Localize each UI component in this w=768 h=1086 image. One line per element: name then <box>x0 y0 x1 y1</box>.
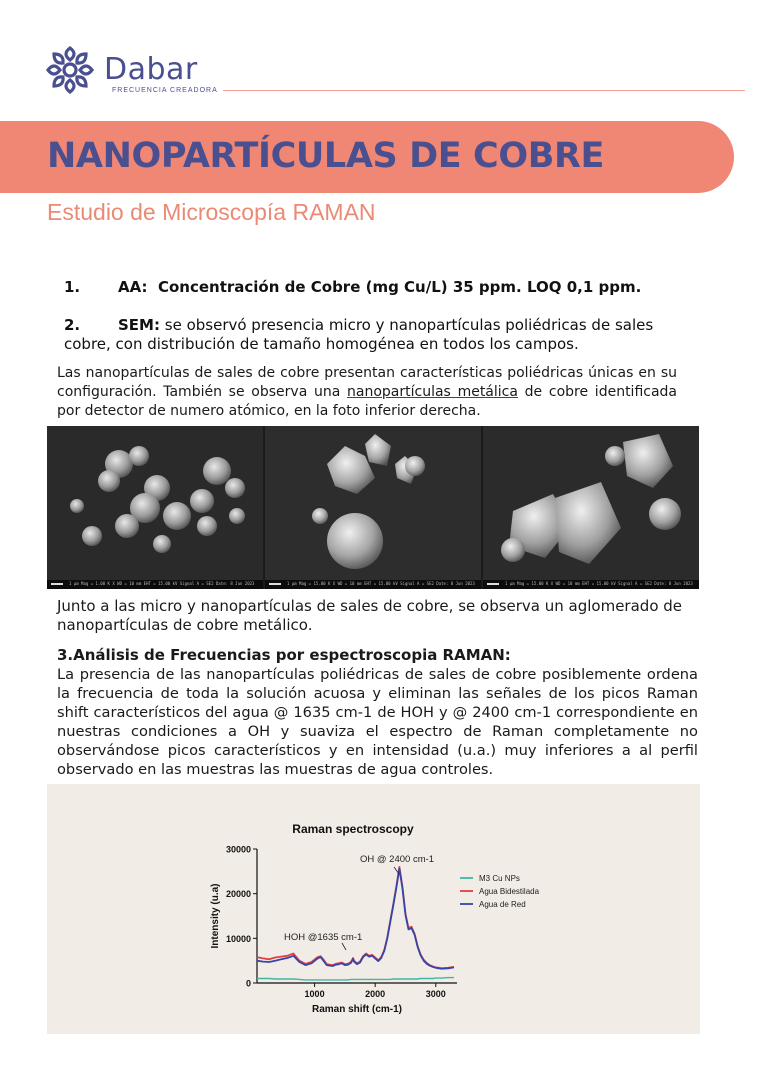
sem-caption: 1 µm Mag = 15.00 K X WD = 10 mm EHT = 15.00 kV Signal A = SE2 Date: 8 Jun 2023 <box>287 581 475 586</box>
annotation-hoh: HOH @1635 cm-1 <box>284 932 363 943</box>
y-tick-label: 10000 <box>225 933 251 944</box>
chart-title: Raman spectroscopy <box>292 822 414 836</box>
raman-chart-svg <box>47 784 700 1034</box>
page-subtitle: Estudio de Microscopía RAMAN <box>47 199 376 225</box>
list-item-aa <box>64 278 641 297</box>
sem-caption: 1 µm Mag = 15.00 K X WD = 10 mm EHT = 15.00 kV Signal A = SE2 Date: 8 Jun 2023 <box>505 581 693 586</box>
sem-scale-bar <box>483 580 699 589</box>
y-tick-label: 20000 <box>225 889 251 900</box>
paragraph-text: Las nanopartículas de sales de cobre presentan características poliédricas únicas en su configuración. También se observa una <box>57 365 677 400</box>
list-item-label: SEM: <box>118 316 160 334</box>
legend-label: Agua Bidestilada <box>479 887 540 896</box>
chart-x-label: Raman shift (cm-1) <box>311 1004 403 1015</box>
sem-scale-bar <box>265 580 481 589</box>
x-tick-label: 3000 <box>425 989 446 999</box>
y-tick-label: 0 <box>245 978 251 989</box>
underlined-text: nanopartículas metálica <box>347 384 518 400</box>
raman-paragraph: La presencia de las nanopartículas poliédricas de sales de cobre posiblemente ordena la frecuencia de toda la solución acuosa y eliminan las señales de los picos Raman shift característicos del agua @ 1635 cm-1 de HOH y @ 2400 cm-1 correspondiente en nuestras condiciones a OH y suaviza el espectro de Raman completamente no observándose picos característicos y en intensidad (u.a.) muy inferiores a al perfil observado en las muestras las muestras de agua controles. <box>57 666 698 778</box>
list-item-label: AA: <box>118 278 148 296</box>
agglomerate-paragraph: Junto a las micro y nanopartículas de sales de cobre, se observa un aglomerado de nanopartículas de cobre metálico. <box>57 597 683 634</box>
annotation-oh: OH @ 2400 cm-1 <box>360 854 435 865</box>
sem-image-strip <box>47 426 699 589</box>
sem-caption: 1 µm Mag = 1.00 K X WD = 10 mm EHT = 15.00 kV Signal A = SE2 Date: 8 Jun 2023 <box>69 581 255 586</box>
list-item-sem <box>64 316 674 354</box>
brand-name: Dabar <box>104 52 198 87</box>
x-tick-label: 2000 <box>365 989 386 999</box>
sem-description-paragraph <box>57 364 677 421</box>
series-line-agua-de-red <box>257 869 454 969</box>
list-item-text: se observó presencia micro y nanopartículas poliédricas de sales cobre, con distribución de tamaño homogénea en todos los campos. <box>64 316 654 353</box>
sem-scale-bar <box>47 580 263 589</box>
legend-label: Agua de Red <box>479 900 526 909</box>
section-heading: 3.Análisis de Frecuencias por espectroscopia RAMAN: <box>57 646 511 664</box>
header-divider <box>223 90 745 91</box>
paragraph-text: de cobre identificada por detector de numero atómico, en la foto inferior derecha. <box>57 384 678 419</box>
sem-image-2 <box>265 426 481 589</box>
brand-tagline: FRECUENCIA CREADORA <box>112 87 218 94</box>
dabar-logo-icon <box>44 44 96 96</box>
list-item-number: 2. <box>64 316 81 334</box>
list-item-text: Concentración de Cobre (mg Cu/L) 35 ppm. LOQ 0,1 ppm. <box>157 278 642 296</box>
sem-image-1 <box>47 426 263 589</box>
list-item-number: 1. <box>64 278 81 296</box>
y-tick-label: 30000 <box>225 844 251 855</box>
series-line-m3-cu-nps <box>257 978 454 980</box>
x-tick-label: 1000 <box>304 989 325 999</box>
legend-label: M3 Cu NPs <box>479 874 520 883</box>
chart-y-label: Intensity (u.a) <box>210 883 221 949</box>
sem-image-3 <box>483 426 699 589</box>
page-title: NANOPARTÍCULAS DE COBRE <box>47 136 605 176</box>
series-line-agua-bidestilada <box>257 867 454 968</box>
annotation-hoh-arrow <box>342 943 346 950</box>
raman-chart <box>47 784 700 1034</box>
